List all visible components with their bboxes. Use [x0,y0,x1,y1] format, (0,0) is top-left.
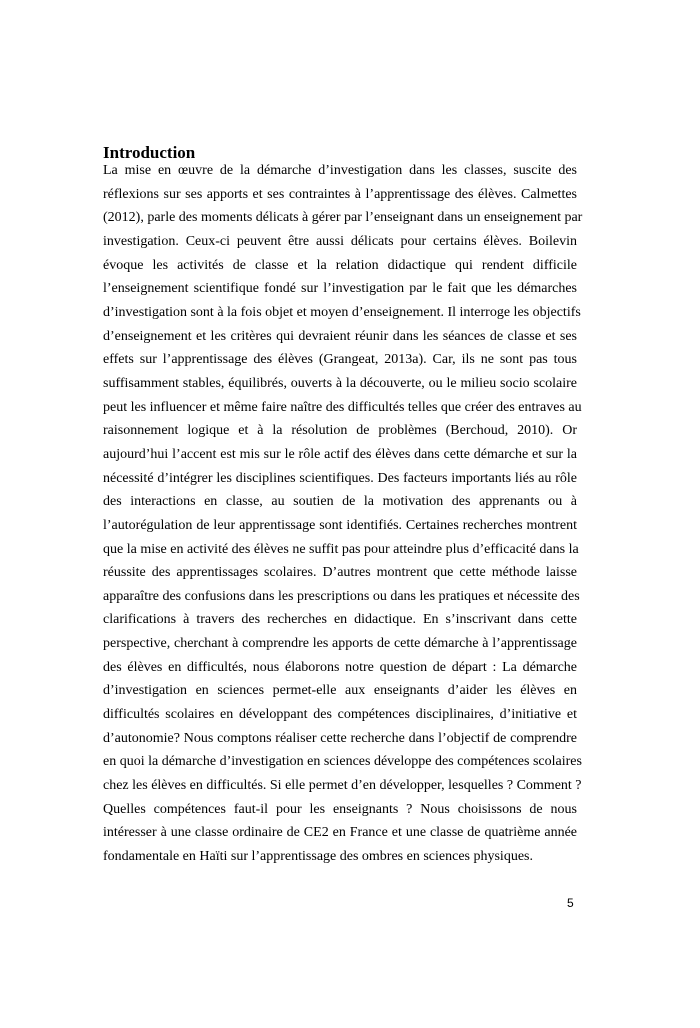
text-line: évoque les activités de classe et la relation didactique qui rendent difficile [103,257,577,273]
text-line: difficultés scolaires en développant des compétences disciplinaires, d’initiative et [103,707,577,723]
text-line: suffisamment stables, équilibrés, ouverts à la découverte, ou le milieu socio scolaire [103,375,577,391]
text-line: d’autonomie? Nous comptons réaliser cette recherche dans l’objectif de comprendre [103,730,577,746]
text-line: intéresser à une classe ordinaire de CE2 en France et une classe de quatrième année [103,825,577,841]
text-line: (2012), parle des moments délicats à gérer par l’enseignant dans un enseignement par [103,210,583,226]
text-line: que la mise en activité des élèves ne suffit pas pour atteindre plus d’efficacité dans la [103,541,579,557]
text-line: apparaître des confusions dans les prescriptions ou dans les pratiques et nécessite des [103,588,580,604]
text-line: raisonnement logique et à la résolution de problèmes (Berchoud, 2010). Or [103,423,577,439]
text-line: réflexions sur ses apports et ses contraintes à l’apprentissage des élèves. Calmettes [103,186,577,202]
text-line: l’enseignement scientifique fondé sur l’investigation par le fait que les démarches [103,281,577,297]
text-line: des interactions en classe, au soutien de la motivation des apprenants ou à [103,494,577,510]
text-line: fondamentale en Haïti sur l’apprentissage des ombres en sciences physiques. [103,849,533,865]
text-line: effets sur l’apprentissage des élèves (Grangeat, 2013a). Car, ils ne sont pas tous [103,352,577,368]
introduction-paragraph [103,159,583,869]
text-line: peut les influencer et même faire naître des difficultés telles que créer des entraves au [103,399,582,415]
text-line: d’enseignement et les critères qui devraient réunir dans les séances de classe et ses [103,328,577,344]
text-line: aujourd’hui l’accent est mis sur le rôle actif des élèves dans cette démarche et sur la [103,446,577,462]
text-line: perspective, cherchant à comprendre les apports de cette démarche à l’apprentissage [103,636,577,652]
page-number: 5 [567,896,574,910]
text-line: Quelles compétences faut-il pour les enseignants ? Nous choisissons de nous [103,801,577,817]
text-line: en quoi la démarche d’investigation en sciences développe des compétences scolaires [103,754,582,770]
text-line: des élèves en difficultés, nous élaborons notre question de départ : La démarche [103,659,577,675]
text-line: nécessité d’intégrer les disciplines scientifiques. Des facteurs importants liés au rôle [103,470,577,486]
text-line: investigation. Ceux-ci peuvent être aussi délicats pour certains élèves. Boilevin [103,233,577,249]
text-line: chez les élèves en difficultés. Si elle permet d’en développer, lesquelles ? Comment ? [103,778,582,794]
section-heading: Introduction [103,143,196,162]
text-line: réussite des apprentissages scolaires. D’autres montrent que cette méthode laisse [103,565,577,581]
text-line: l’autorégulation de leur apprentissage sont identifiés. Certaines recherches montrent [103,517,577,533]
text-line: d’investigation en sciences permet-elle aux enseignants d’aider les élèves en [103,683,577,699]
text-line: clarifications à travers des recherches en didactique. En s’inscrivant dans cette [103,612,577,628]
text-line: La mise en œuvre de la démarche d’investigation dans les classes, suscite des [103,163,577,178]
text-line: d’investigation sont à la fois objet et moyen d’enseignement. Il interroge les objectifs [103,304,581,320]
